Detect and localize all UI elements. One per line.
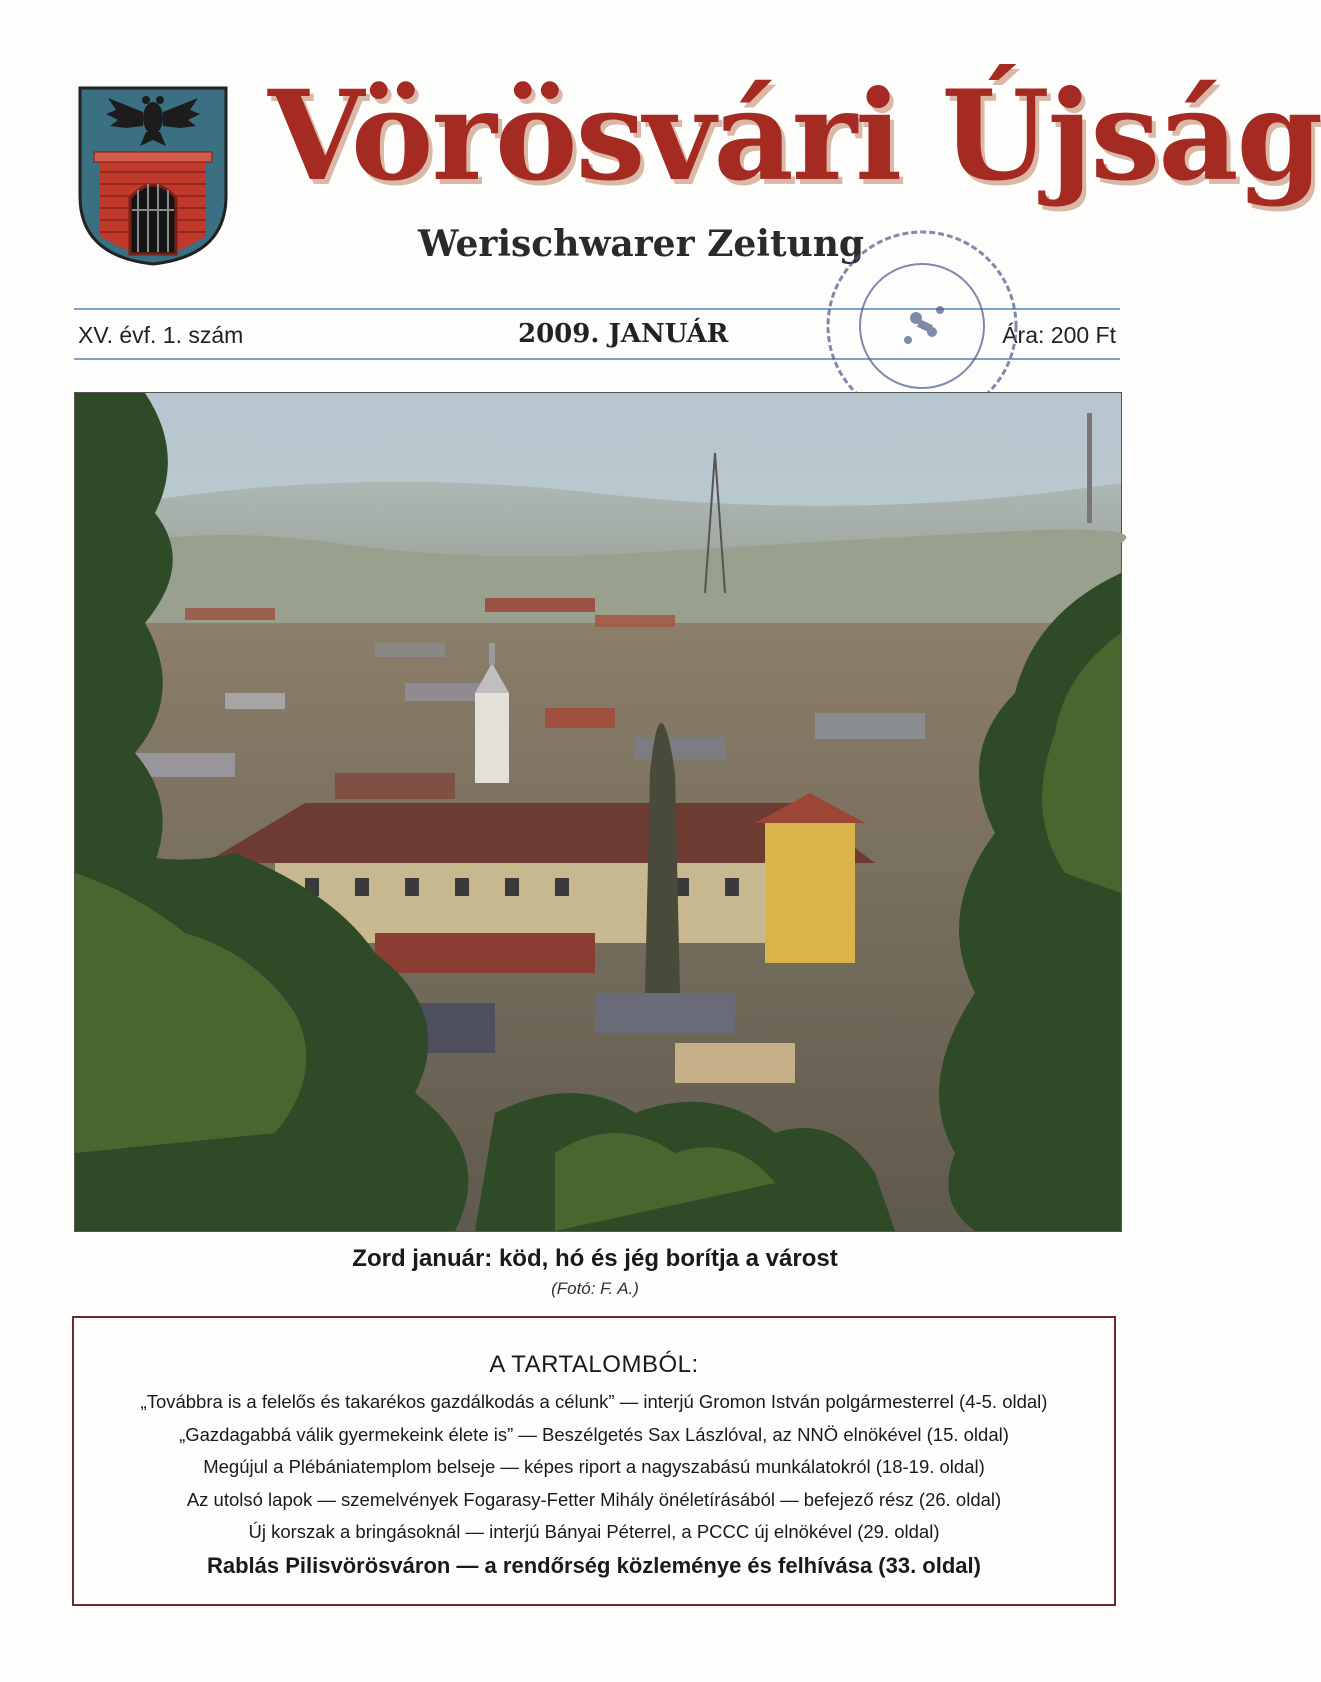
contents-item: Az utolsó lapok — szemelvények Fogarasy-Fetter Mihály önéletírásából — befejező rész (26. oldal) — [186, 1488, 1002, 1510]
coat-of-arms-icon — [78, 86, 228, 266]
cover-photo — [74, 392, 1122, 1232]
contents-highlight: Rablás Pilisvörösváron — a rendőrség közleménye és felhívása (33. oldal) — [207, 1552, 981, 1578]
issue-price: Ára: 200 Ft — [1002, 322, 1116, 348]
issue-date: 2009. JANUÁR — [518, 319, 729, 349]
town-panorama-image — [75, 393, 1121, 1231]
masthead-subtitle: Werischwarer Zeitung — [418, 223, 865, 265]
masthead-title: Vörösvári Újság — [268, 64, 1321, 209]
contents-item: Megújul a Plébániatemplom belseje — képes riport a nagyszabású munkálatokról (18-19. oldal) — [203, 1456, 985, 1477]
contents-item: „Gazdagabbá válik gyermekeink élete is” — Beszélgetés Sax Lászlóval, az NNÖ elnökével (15. oldal) — [179, 1423, 1009, 1445]
issue-number: XV. évf. 1. szám — [78, 322, 244, 348]
contents-heading: A TARTALOMBÓL: — [489, 1351, 699, 1378]
photo-caption: Zord január: köd, hó és jég borítja a várost — [352, 1245, 838, 1272]
contents-list — [74, 1386, 1114, 1583]
contents-box — [72, 1316, 1116, 1606]
contents-item: Új korszak a bringásoknál — interjú Bányai Péterrel, a PCCC új elnökével (29. oldal) — [248, 1521, 940, 1542]
contents-item: „Továbbra is a felelős és takarékos gazdálkodás a célunk” — interjú Gromon István polgármesterrel (4-5. oldal) — [140, 1391, 1048, 1412]
photo-credit: (Fotó: F. A.) — [551, 1279, 639, 1298]
